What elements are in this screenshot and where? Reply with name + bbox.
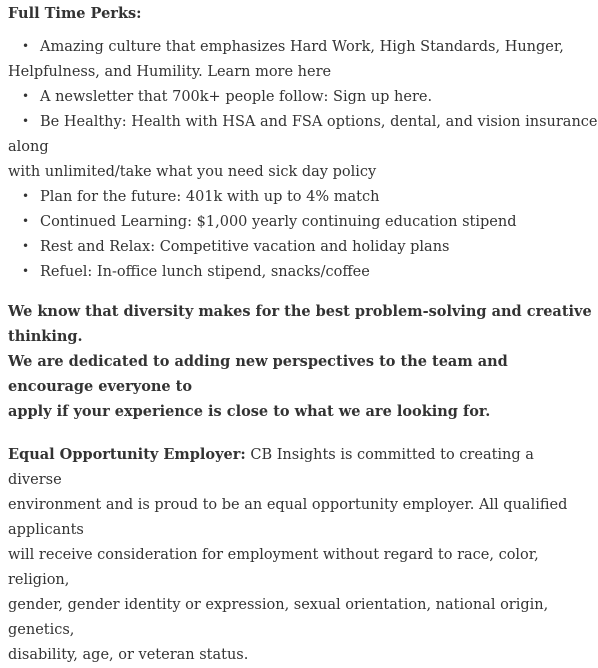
bullet-icon: • [22,189,30,203]
list-item [8,85,598,110]
bullet-icon: • [22,39,30,53]
list-item [8,260,598,285]
eeo-statement [8,442,598,668]
list-item [8,210,598,235]
diversity-statement [8,299,598,424]
list-item [8,185,598,210]
list-item [8,35,598,60]
eeo-line: gender, gender identity or expression, sexual orientation, national origin, genetics, [8,597,549,638]
eeo-line: will receive consideration for employment without regard to race, color, religion, [8,547,539,588]
perks-list [8,35,598,285]
perk-text: Be Healthy: Health with HSA and FSA options, dental, and vision insurance along [8,114,598,155]
bullet-icon: • [22,114,30,128]
perk-text: Amazing culture that emphasizes Hard Work, High Standards, Hunger, [40,39,564,55]
perk-text-continued: Helpfulness, and Humility. Learn more here [8,64,332,80]
eeo-line: disability, age, or veteran status. [8,647,249,663]
list-item [8,110,598,160]
bullet-icon: • [22,264,30,278]
perk-text: Continued Learning: $1,000 yearly continuing education stipend [40,214,517,230]
eeo-line: CB Insights is committed to creating a diverse [8,447,534,488]
bullet-icon: • [22,89,30,103]
diversity-line: apply if your experience is close to what we are looking for. [8,403,491,420]
perks-heading: Full Time Perks: [8,5,142,22]
bullet-icon: • [22,214,30,228]
list-item [8,60,598,85]
list-item [8,235,598,260]
perk-text: A newsletter that 700k+ people follow: Sign up here. [40,89,433,105]
eeo-line: environment and is proud to be an equal opportunity employer. All qualified applicants [8,497,568,538]
perk-text-continued: with unlimited/take what you need sick day policy [8,164,377,180]
list-item [8,160,598,185]
diversity-line: We know that diversity makes for the best problem-solving and creative thinking. [8,303,592,345]
diversity-line: We are dedicated to adding new perspectives to the team and encourage everyone to [8,353,508,395]
eeo-label: Equal Opportunity Employer: [8,446,246,463]
bullet-icon: • [22,239,30,253]
perk-text: Plan for the future: 401k with up to 4% match [40,189,380,205]
perk-text: Refuel: In-office lunch stipend, snacks/coffee [40,264,370,280]
perk-text: Rest and Relax: Competitive vacation and holiday plans [40,239,450,255]
